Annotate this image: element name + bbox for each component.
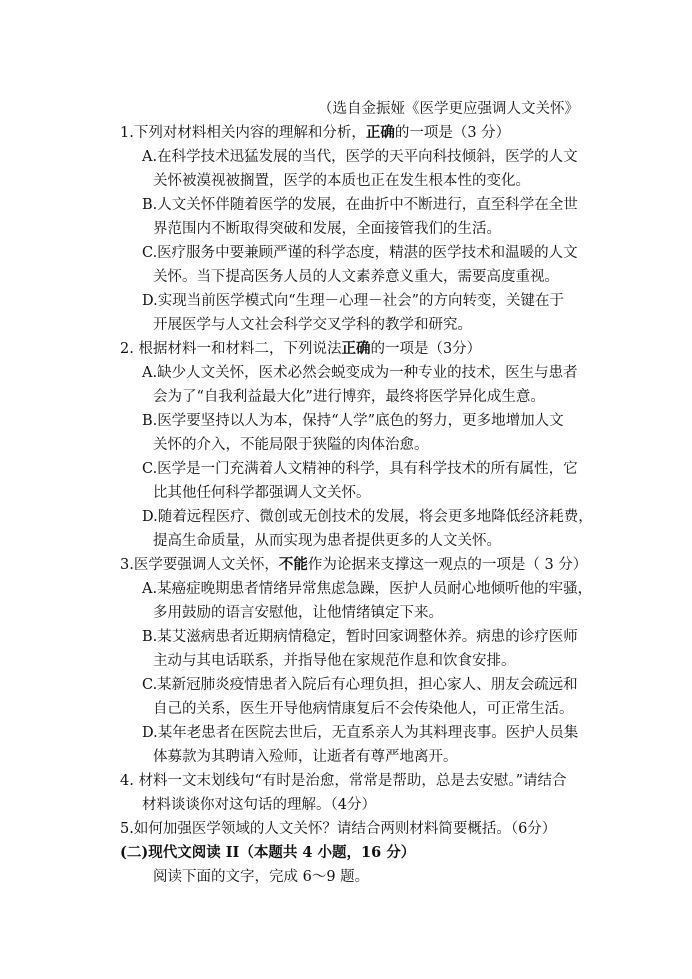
- question-4-stem-cont: 材料谈谈你对这句话的理解。（4分）: [142, 797, 376, 813]
- q1-option-c: C.医疗服务中要兼顾严谨的科学态度，精湛的医学技术和温暖的人文: [142, 245, 578, 261]
- question-4-stem: 4. 材料一文末划线句“有时是治愈，常常是帮助，总是去安慰。”请结合: [120, 773, 567, 789]
- q2-option-b: B.医学要坚持以人为本，保持“人学”底色的努力，更多地增加人文: [142, 413, 564, 429]
- stem-emphasis: 正确: [341, 340, 371, 357]
- stem-text: 的一项是（3 分）: [394, 125, 511, 141]
- stem-text: 2. 根据材料一和材料二，下列说法: [120, 341, 342, 357]
- stem-emphasis: 正确: [365, 124, 395, 141]
- source-citation: （选自金振娅《医学更应强调人文关怀》: [318, 101, 579, 117]
- question-1-stem: [120, 122, 510, 144]
- q1-option-b: B.人文关怀伴随着医学的发展，在曲折中不断进行，直至科学在全世: [142, 197, 578, 213]
- q1-option-a: A.在科学技术迅猛发展的当代，医学的天平向科技倾斜，医学的人文: [142, 149, 578, 165]
- q1-option-d: D.实现当前医学模式向“生理－心理－社会”的方向转变，关键在于: [142, 293, 565, 309]
- question-5-stem: 5.如何加强医学领域的人文关怀？请结合两则材料简要概括。（6分）: [120, 821, 557, 837]
- q3-option-a-cont: 多用鼓励的语言安慰他，让他情绪镇定下来。: [153, 605, 443, 621]
- stem-text: 的一项是（3分）: [370, 341, 482, 357]
- q3-option-c: C.某新冠肺炎疫情患者入院后有心理负担，担心家人、朋友会疏远和: [142, 677, 578, 693]
- reading-instruction: 阅读下面的文字，完成 6～9 题。: [153, 869, 370, 885]
- q2-option-c: C.医学是一门充满着人文精神的科学，具有科学技术的所有属性，它: [142, 461, 578, 477]
- section-heading: (二)现代文阅读 II（本题共 4 小题，16 分）: [120, 844, 416, 861]
- stem-text: 3.医学要强调人文关怀，: [120, 557, 279, 573]
- q1-option-d-cont: 开展医学与人文社会科学交叉学科的教学和研究。: [153, 317, 472, 333]
- question-2-stem: [120, 338, 481, 360]
- q2-option-d: D.随着远程医疗、微创或无创技术的发展，将会更多地降低经济耗费，: [142, 509, 593, 525]
- q3-option-a: A.某癌症晚期患者情绪异常焦虑急躁，医护人员耐心地倾听他的牢骚，: [142, 581, 593, 597]
- q3-option-b-cont: 主动与其电话联系，并指导他在家规范作息和饮食安排。: [153, 653, 516, 669]
- q1-option-c-cont: 关怀。当下提高医务人员的人文素养意义重大，需要高度重视。: [153, 269, 559, 285]
- q3-option-d-cont: 体募款为其聘请入殓师，让逝者有尊严地离开。: [153, 749, 458, 765]
- q3-option-b: B.某艾滋病患者近期病情稳定，暂时回家调整休养。病患的诊疗医师: [142, 629, 578, 645]
- q1-option-a-cont: 关怀被漠视被搁置，医学的本质也正在发生根本性的变化。: [153, 173, 530, 189]
- q2-option-d-cont: 提高生命质量，从而实现为患者提供更多的人文关怀。: [153, 533, 501, 549]
- q2-option-b-cont: 关怀的介入，不能局限于狭隘的肉体治愈。: [153, 437, 429, 453]
- q3-option-c-cont: 自己的关系，医生开导他病情康复后不会传染他人，可正常生活。: [153, 701, 574, 717]
- stem-emphasis: 不能: [278, 556, 308, 573]
- q1-option-b-cont: 界范围内不断取得突破和发展，全面接管我们的生活。: [153, 221, 501, 237]
- q2-option-c-cont: 比其他任何科学都强调人文关怀。: [153, 485, 371, 501]
- q2-option-a-cont: 会为了“自我利益最大化”进行博弈，最终将医学异化成生意。: [153, 389, 545, 405]
- stem-text: 作为论据来支撑这一观点的一项是（ 3 分）: [307, 557, 588, 573]
- q3-option-d: D.某年老患者在医院去世后，无直系亲人为其料理丧事。医护人员集: [142, 725, 579, 741]
- q2-option-a: A.缺少人文关怀，医术必然会蜕变成为一种专业的技术，医生与患者: [142, 365, 578, 381]
- stem-text: 1.下列对材料相关内容的理解和分析，: [120, 125, 366, 141]
- question-3-stem: [120, 554, 587, 576]
